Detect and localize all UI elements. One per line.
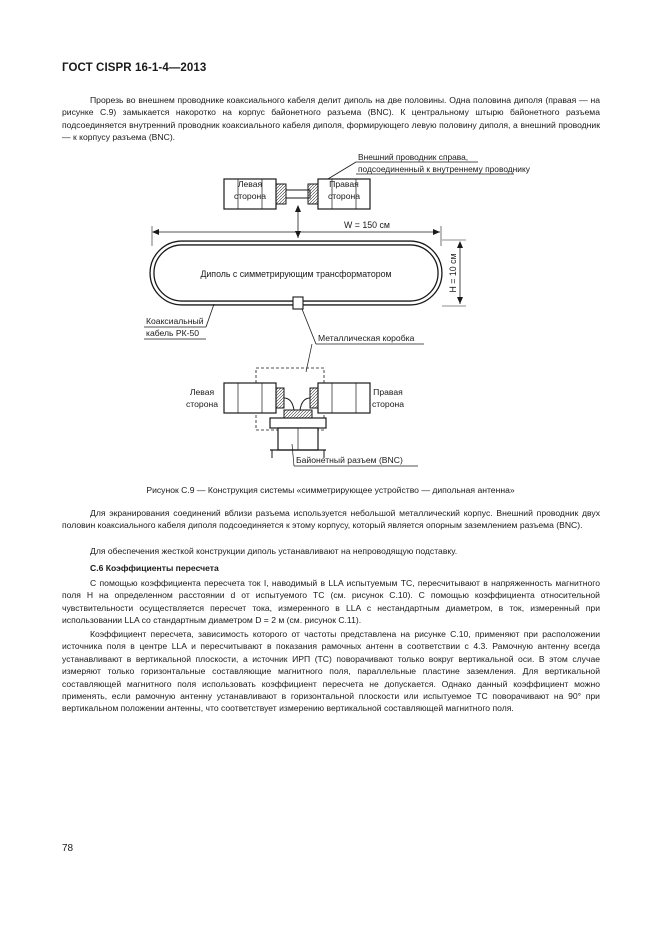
- feed-point-box: [293, 297, 303, 309]
- loop-label: Диполь с симметрирующим трансформатором: [200, 269, 392, 279]
- bnc-label: Байонетный разъем (BNC): [296, 455, 403, 465]
- top-connector-assembly: [224, 179, 370, 209]
- width-label: W = 150 см: [344, 220, 390, 230]
- height-label: H = 10 см: [448, 253, 458, 293]
- dipole-loop: [152, 243, 440, 309]
- top-left-label-1: Левая: [237, 179, 263, 189]
- callout-line-2: подсоединенный к внутреннему проводнику: [358, 164, 530, 174]
- figure-caption: Рисунок С.9 — Конструкция системы «симметрирующее устройство — дипольная антенна»: [146, 485, 515, 495]
- metal-box-callout: [302, 309, 424, 372]
- bottom-right-label-2: сторона: [372, 399, 404, 409]
- shield-paragraph: Для экранирования соединений вблизи разъема используется небольшой металлический корпус. Внешний проводник двух половин коаксиального кабеля диполя подсоединяется к этому корпусу, который является опорным заземлением разъема (BNC).: [62, 508, 600, 531]
- top-left-label-2: сторона: [234, 191, 266, 201]
- cable-label-2: кабель РК-50: [146, 328, 200, 338]
- height-dimension: [442, 240, 466, 306]
- c6-paragraph-1: С помощью коэффициента пересчета ток I, наводимый в LLA испытуемым ТС, пересчитывают в напряженность магнитного поля H на определенном расстоянии d от испытуемого ТС (см. рисунок С.10). С помощью коэффициента относительной чувствительности осуществляется пересчет тока, измеренного в LLA с нестандартным диаметром, в ток, измеренный при использовании LLA со стандартным диаметром D = 2 м (см. рисунок С.11).: [62, 578, 600, 626]
- bottom-connector-assembly: [186, 368, 418, 466]
- bottom-left-label-1: Левая: [189, 387, 215, 397]
- cable-label-1: Коаксиальный: [146, 316, 204, 326]
- top-right-label-1: Правая: [329, 179, 359, 189]
- callout-line-1: Внешний проводник справа,: [358, 152, 469, 162]
- intro-paragraph: Прорезь во внешнем проводнике коаксиального кабеля делит диполь на две половины. Одна половина диполя (правая — на рисунке С.9) замыкается накоротко на корпус байонетного разъема (BNC). К центральному штырю байонетного разъема подсоединяется внутренний проводник коаксиального кабеля диполя, формирующего левую половину диполя, а внешний проводник — к корпусу разъема (BNC).: [62, 95, 600, 143]
- support-paragraph: Для обеспечения жесткой конструкции диполь устанавливают на непроводящую подставку.: [90, 546, 458, 556]
- c6-paragraph-2: Коэффициент пересчета, зависимость которого от частоты представлена на рисунке С.10, применяют при расположении источника поля в центре LLA и пересчитывают в показания рамочных антенн в соответствии с 4.3. Рамочную антенну всегда устанавливают в вертикальной плоскости, а источник ИРП (ТС) поворачивают только вокруг вертикальной оси. В этом случае измеряют только горизонтальные составляющие магнитного поля, параллельные пластине заземления. Для вертикальной составляющей магнитного поля использовать коэффициент пересчета не допускается. Однако данный коэффициент можно применять, если рамочную антенну устанавливают в горизонтальной плоскости или испытуемое ТС поворачивают на 90° при вертикальном положении антенны, что соответствует измерению вертикальной составляющей магнитного поля.: [62, 629, 600, 714]
- page-number: 78: [62, 843, 74, 854]
- bottom-right-label-1: Правая: [373, 387, 403, 397]
- document-header: ГОСТ CISPR 16-1-4—2013: [62, 62, 207, 74]
- box-label: Металлическая коробка: [318, 333, 415, 343]
- coax-cable-callout: [144, 304, 214, 339]
- bottom-left-label-2: сторона: [186, 399, 218, 409]
- top-right-label-2: сторона: [328, 191, 360, 201]
- section-title: С.6 Коэффициенты пересчета: [90, 563, 219, 573]
